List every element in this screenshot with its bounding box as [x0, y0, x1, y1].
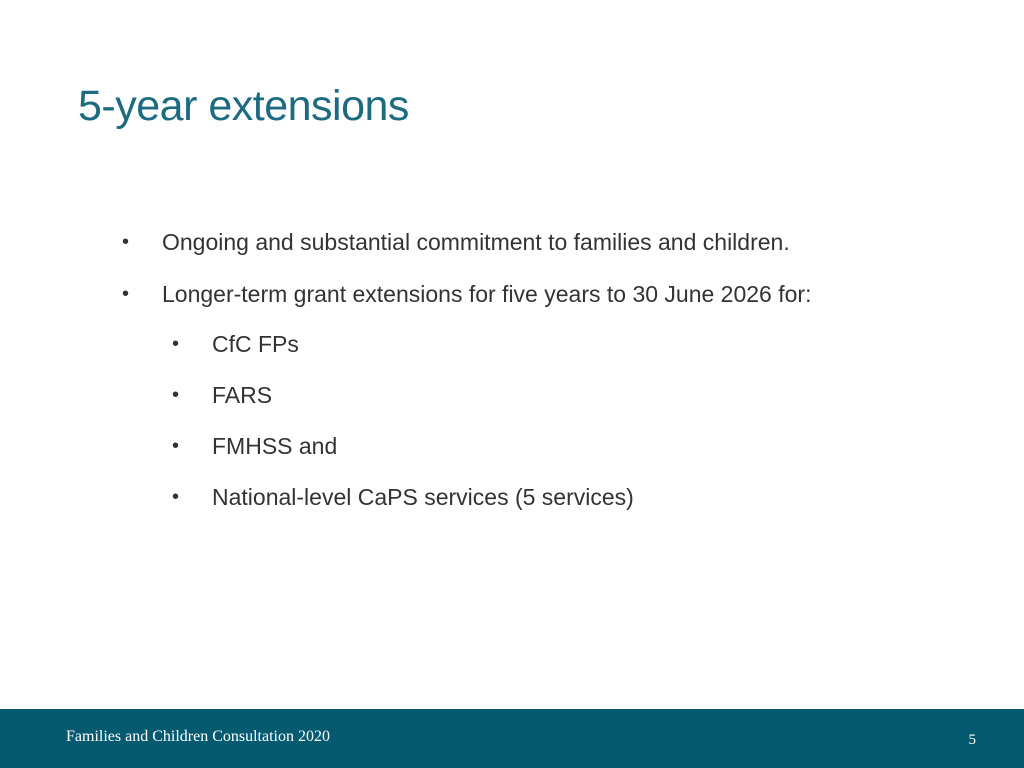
sub-bullet-item: [172, 482, 634, 512]
bullet-text: Ongoing and substantial commitment to families and children.: [162, 229, 790, 255]
footer-title: Families and Children Consultation 2020: [66, 728, 330, 745]
footer-bar: [0, 709, 1024, 768]
bullet-icon: •: [122, 283, 130, 305]
bullet-text: CfC FPs: [212, 331, 299, 357]
bullet-item: [122, 227, 790, 257]
bullet-icon: •: [172, 384, 180, 406]
bullet-text: Longer-term grant extensions for five years to 30 June 2026 for:: [162, 281, 812, 307]
bullet-icon: •: [172, 435, 180, 457]
page-number: 5: [968, 732, 976, 748]
bullet-text: FMHSS and: [212, 433, 338, 459]
bullet-text: FARS: [212, 382, 273, 408]
slide-title: 5-year extensions: [78, 82, 409, 130]
bullet-icon: •: [122, 231, 130, 253]
bullet-icon: •: [172, 333, 180, 355]
sub-bullet-item: [172, 380, 273, 410]
bullet-item: [122, 279, 812, 309]
sub-bullet-item: [172, 431, 338, 461]
bullet-icon: •: [172, 486, 180, 508]
bullet-text: National-level CaPS services (5 services): [212, 484, 634, 510]
sub-bullet-item: [172, 329, 299, 359]
